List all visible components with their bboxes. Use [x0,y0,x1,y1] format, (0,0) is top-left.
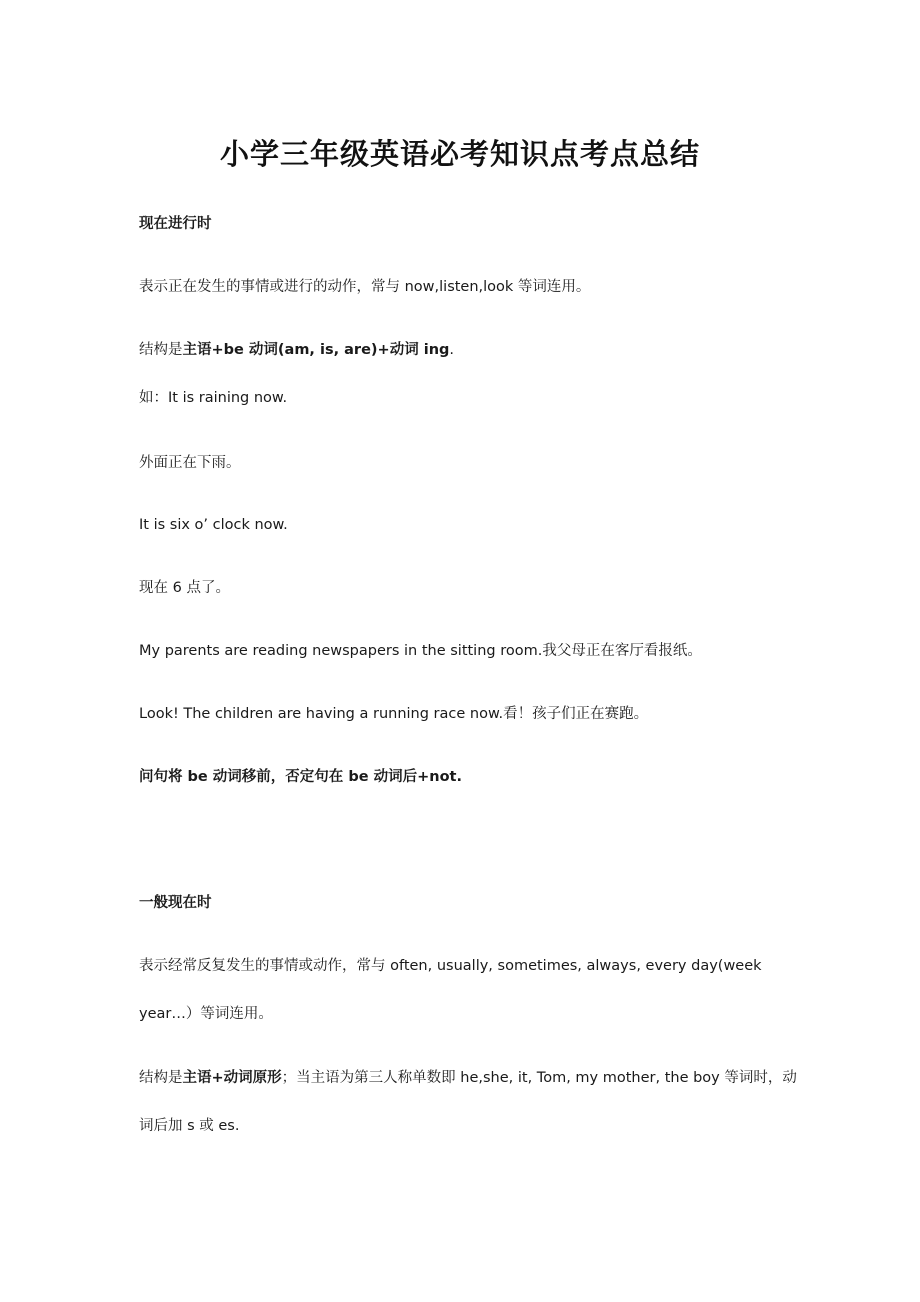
section-heading-simple-present: 一般现在时 [139,895,212,911]
definition-text-continued: year…）等词连用。 [139,1006,273,1022]
structure-text [139,340,454,360]
structure-formula: 主语+动词原形 [182,1070,282,1086]
example-sentence: My parents are reading newspapers in the sitting room.我父母正在客厅看报纸。 [139,643,702,659]
definition-text: 表示经常反复发生的事情或动作，常与 often, usually, sometimes, always, every day(week [139,958,762,974]
structure-text-continued: 词后加 s 或 es. [139,1118,240,1134]
structure-suffix: . [449,342,455,358]
page-title: 小学三年级英语必考知识点考点总结 [219,137,700,171]
structure-prefix: 结构是 [139,342,183,358]
structure-text [139,1068,797,1088]
example-translation: 外面正在下雨。 [139,455,241,471]
example-translation: 现在 6 点了。 [139,580,230,596]
rule-text: 问句将 be 动词移前，否定句在 be 动词后+not. [139,769,462,785]
example-sentence: It is six o’ clock now. [139,517,288,533]
structure-prefix: 结构是 [139,1070,183,1086]
definition-text: 表示正在发生的事情或进行的动作，常与 now,listen,look 等词连用。 [139,279,591,295]
example-sentence: 如：It is raining now. [139,390,288,406]
structure-suffix: ；当主语为第三人称单数即 he,she, it, Tom, my mother, the boy 等词时，动 [281,1070,797,1086]
structure-formula: 主语+be 动词(am, is, are)+动词 ing [182,342,450,358]
example-sentence: Look! The children are having a running race now.看！孩子们正在赛跑。 [139,706,649,722]
section-heading-present-continuous: 现在进行时 [139,216,212,232]
